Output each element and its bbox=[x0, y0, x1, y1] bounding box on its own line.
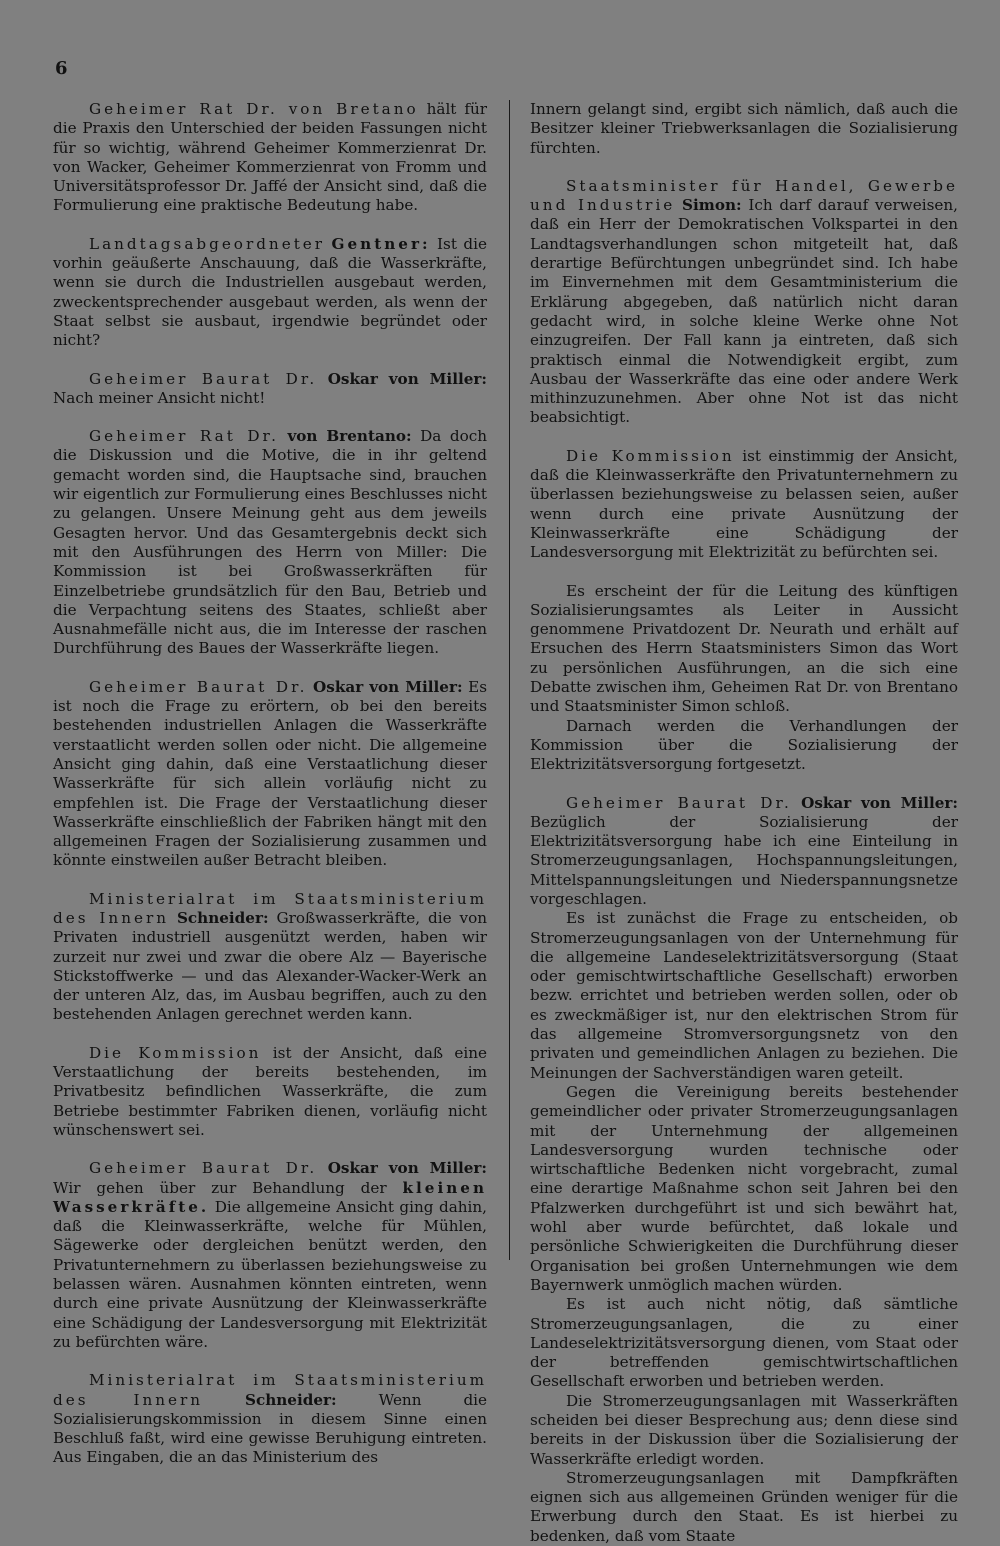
speaker-name: von Brentano: bbox=[287, 427, 412, 446]
speaker: Landtagsabgeordneter bbox=[89, 234, 326, 253]
paragraph-text: Wir gehen über zur Behandlung der bbox=[53, 1178, 387, 1197]
paragraph bbox=[530, 447, 958, 563]
speaker-name: Oskar von Miller: bbox=[801, 793, 959, 812]
paragraph-text: Großwasserkräfte, die von Privaten industriell ausgenützt werden, haben wir zurzeit nur zwei und zwar die obere Alz — Bayerische Stickstoffwerke — und das Alexander-Wacker-Werk an der unteren Alz, das, im Ausbau begriffen, auch zu den bestehenden Anlagen gerechnet werden kann. bbox=[53, 908, 488, 1024]
paragraph bbox=[530, 1295, 958, 1391]
paragraph bbox=[53, 235, 487, 351]
paragraph bbox=[53, 427, 487, 659]
paragraph-text: Die allgemeine Ansicht ging dahin, daß die Kleinwasserkräfte, welche für Mühlen, Sägewerke oder dergleichen benützt werden, den Privatunternehmern zu überlassen beziehungsweise zu belassen wären. Ausnahmen könnten eintreten, wenn durch eine private Ausnützung der Kleinwasserkräfte eine Schädigung der Landesversorgung mit Elektrizität zu befürchten wäre. bbox=[53, 1197, 488, 1351]
paragraph-text: Ich darf darauf verweisen, daß ein Herr der Demokratischen Volkspartei in den Landtagsverhandlungen schon mitgeteilt hat, daß derartige Befürchtungen unbegründet sind. Ich habe im Einvernehmen mit dem Gesamtministerium die Erklärung abgegeben, daß natürlich nicht daran gedacht wird, in solche kleine Werke ohne Not einzugreifen. Der Fall kann ja eintreten, daß sich praktisch einmal die Notwendigkeit ergibt, zum Ausbau der Wasserkräfte das eine oder andere Werk mithinzuzunehmen. Aber ohne Not ist das nicht beabsichtigt. bbox=[530, 196, 958, 427]
speaker-name: Oskar von Miller: bbox=[327, 1159, 488, 1178]
paragraph-text: Es ist zunächst die Frage zu entscheiden, ob Stromerzeugungsanlagen von der Unternehmung für die allgemeine Landeselektrizitätsversorgung (Staat oder gemischtwirtschaftliche Gesellschaft) erworben bezw. errichtet und betrieben werden sollen, oder ob es zweckmäßiger ist, nur den elektrischen Strom für das allgemeine Stromversorgungsnetz von den privaten und gemeindlichen Anlagen zu beziehen. Die Meinungen der Sachverständigen waren geteilt. bbox=[530, 909, 958, 1082]
paragraph-text: Gegen die Vereinigung bereits bestehender gemeindlicher oder privater Stromerzeugungsanlagen mit der Unternehmung der allgemeinen Landesversorgung wurden technische oder wirtschaftliche Bedenken nicht vorgebracht, zumal eine derartige Maßnahme schon seit Jahren bei den Pfalzwerken durchgeführt ist und sich bewährt hat, wohl aber wurde befürchtet, daß lokale und persönliche Schwierigkeiten die Durchführung dieser Organisation bei großen Unternehmungen wie dem Bayernwerk unmöglich machen würden. bbox=[530, 1082, 958, 1294]
paragraph-text: Da doch die Diskussion und die Motive, die in ihr geltend gemacht worden sind, die Hauptsache sind, brauchen wir eigentlich zur Formulierung eines Beschlusses nicht zu gelangen. Unsere Meinung geht aus dem jeweils Gesagten hervor. Und das Gesamtergebnis deckt sich mit den Ausführungen des Herrn von Miller: Die Kommission ist bei Großwasserkräften für Einzelbetriebe grundsätzlich für den Bau, Betrieb und die Verpachtung seitens des Staates, schließt aber Ausnahmefälle nicht aus, die im Interesse der raschen Durchführung des Baues der Wasserkräfte liegen. bbox=[53, 427, 488, 658]
speaker: Geheimer Baurat Dr. bbox=[89, 1159, 318, 1178]
paragraph bbox=[530, 582, 958, 717]
speaker-name: Oskar von Miller: bbox=[313, 677, 463, 696]
paragraph bbox=[530, 909, 958, 1083]
paragraph-text: Bezüglich der Sozialisierung der Elektrizitätsversorgung habe ich eine Einteilung in Stromerzeugungsanlagen, Hochspannungsleitungen, Mittelspannungsleitungen und Niederspannungsnetze vorgeschlagen. bbox=[530, 812, 958, 908]
speaker-name: Gentner: bbox=[331, 234, 431, 253]
paragraph bbox=[530, 1392, 958, 1469]
paragraph-text: Wenn die Sozialisierungskommission in diesem Sinne einen Beschluß faßt, wird eine gewisse Beruhigung eintreten. Aus Eingaben, die an das Ministerium des bbox=[53, 1390, 488, 1467]
speaker-name: Schneider: bbox=[176, 908, 269, 927]
speaker-name: Schneider: bbox=[245, 1390, 337, 1409]
speaker-name: Simon: bbox=[682, 196, 742, 215]
paragraph-text: Ist die vorhin geäußerte Anschauung, daß die Wasserkräfte, wenn sie durch die Industriellen ausgebaut werden, zweckentsprechender ausgebaut werden, als wenn der Staat selbst sie ausbaut, irgendwie begründet oder nicht? bbox=[53, 234, 487, 350]
paragraph-text: Es ist noch die Frage zu erörtern, ob bei den bereits bestehenden industriellen Anlagen die Wasserkräfte verstaatlicht werden sollen oder nicht. Die allgemeine Ansicht ging dahin, daß eine Verstaatlichung dieser Wasserkräfte für sich allein vorläufig nicht zu empfehlen ist. Die Frage der Verstaatlichung dieser Wasserkräfte einschließlich der Fabriken hängt mit den allgemeinen Fragen der Sozialisierung zusammen und könnte einstweilen außer Betracht bleiben. bbox=[53, 677, 488, 870]
column-divider bbox=[509, 100, 510, 1260]
paragraph bbox=[530, 794, 958, 910]
paragraph bbox=[53, 1044, 487, 1140]
speaker: Geheimer Baurat Dr. bbox=[566, 793, 792, 812]
speaker: Geheimer Baurat Dr. bbox=[89, 677, 308, 696]
paragraph-text: Innern gelangt sind, ergibt sich nämlich, daß auch die Besitzer kleiner Triebwerksanlagen die Sozialisierung fürchten. bbox=[530, 100, 958, 157]
paragraph-text: hält für die Praxis den Unterschied der beiden Fassungen nicht für so wichtig, während Geheimer Kommerzienrat Dr. von Wacker, Geheimer Kommerzienrat von Fromm und Universitätsprofessor Dr. Jaffé der Ansicht sind, daß die Formulierung eine praktische Bedeutung habe. bbox=[53, 100, 488, 215]
speaker: Geheimer Rat Dr. bbox=[89, 427, 279, 446]
paragraph-text: Nach meiner Ansicht nicht! bbox=[53, 388, 266, 407]
paragraph-text: Stromerzeugungsanlagen mit Dampfkräften eignen sich aus allgemeinen Gründen weniger für die Erwerbung durch den Staat. Es ist hierbei zu bedenken, daß vom Staate bbox=[530, 1468, 958, 1545]
right-column bbox=[530, 100, 958, 1546]
paragraph bbox=[530, 717, 958, 775]
paragraph-text: ist der Ansicht, daß eine Verstaatlichung der bereits bestehenden, im Privatbesitz befindlichen Wasserkräfte, die zum Betriebe bestimmter Fabriken dienen, vorläufig nicht wünschenswert sei. bbox=[53, 1043, 487, 1139]
paragraph bbox=[53, 1159, 487, 1352]
paragraph bbox=[530, 1469, 958, 1546]
speaker: Geheimer Rat Dr. von Bretano bbox=[89, 100, 419, 118]
page-number: 6 bbox=[55, 58, 68, 79]
paragraph-text: Die Stromerzeugungsanlagen mit Wasserkräften scheiden bei dieser Besprechung aus; denn diese sind bereits in der Diskussion über die Sozialisierung der Wasserkräfte erledigt worden. bbox=[530, 1391, 958, 1468]
spaced-text: Die Kommission bbox=[89, 1043, 262, 1062]
spaced-text: Die Kommission bbox=[566, 446, 735, 465]
paragraph bbox=[530, 177, 958, 428]
speaker: Staatsminister für Handel, Gewerbe und Industrie bbox=[530, 176, 958, 215]
speaker-name: Oskar von Miller: bbox=[327, 369, 488, 388]
paragraph bbox=[53, 678, 487, 871]
paragraph bbox=[53, 370, 487, 409]
speaker: Geheimer Baurat Dr. bbox=[89, 369, 318, 388]
paragraph bbox=[530, 1083, 958, 1295]
speaker: Ministerialrat im Staatsministerium des Innern bbox=[53, 1371, 487, 1409]
left-column bbox=[53, 100, 487, 1468]
spaced-text: kleinen Wasserkräfte. bbox=[53, 1178, 487, 1216]
paragraph bbox=[53, 1371, 487, 1467]
paragraph-text: Es erscheint der für die Leitung des künftigen Sozialisierungsamtes als Leiter in Aussicht genommene Privatdozent Dr. Neurath und erhält auf Ersuchen des Herrn Staatsministers Simon das Wort zu persönlichen Ausführungen, an die sich eine Debatte zwischen ihm, Geheimen Rat Dr. von Brentano und Staatsminister Simon schloß. bbox=[530, 581, 958, 716]
paragraph-text: Darnach werden die Verhandlungen der Kommission über die Sozialisierung der Elektrizitätsversorgung fortgesetzt. bbox=[530, 716, 958, 774]
paragraph bbox=[530, 100, 958, 158]
paragraph bbox=[53, 890, 487, 1025]
paragraph-text: Es ist auch nicht nötig, daß sämtliche Stromerzeugungsanlagen, die zu einer Landeselektrizitätsversorgung dienen, vom Staat oder der betreffenden gemischtwirtschaftlichen Gesellschaft erworben und betrieben werden. bbox=[530, 1295, 958, 1391]
paragraph bbox=[53, 100, 487, 216]
paragraph-text: ist einstimmig der Ansicht, daß die Kleinwasserkräfte den Privatunternehmern zu überlassen beziehungsweise zu belassen seien, außer wenn durch eine private Ausnützung der Kleinwasserkräfte eine Schädigung der Landesversorgung mit Elektrizität zu befürchten sei. bbox=[530, 446, 959, 562]
speaker: Ministerialrat im Staatsministerium des Innern bbox=[53, 889, 487, 927]
